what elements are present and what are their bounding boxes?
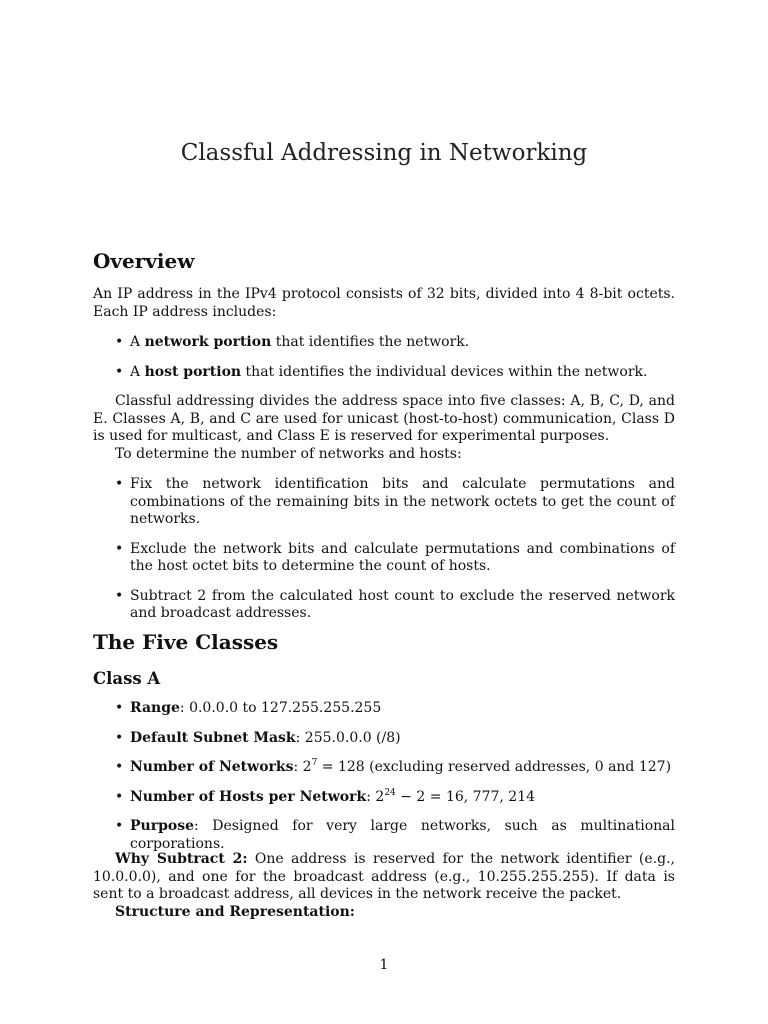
list-item: • Number of Hosts per Network: $2^{24} - 2 = 16$, 777, 214 <box>115 787 536 805</box>
page-title: Classful Addressing in Networking <box>180 140 588 166</box>
bullet-icon: • <box>115 363 124 380</box>
class-a-heading: Class A <box>93 669 161 688</box>
class-a-list <box>93 700 675 853</box>
bullet-icon: • <box>115 759 124 775</box>
overview-heading: Overview <box>93 249 195 273</box>
list-item: • Number of Networks: $2^7 = 128$ (excluding reserved addresses, 0 and 127) <box>115 758 672 775</box>
bullet-icon: • <box>115 818 124 834</box>
list-item: • A host portion that identifies the individual devices within the network. <box>115 363 648 380</box>
bullet-icon: • <box>115 788 124 805</box>
determine-intro: To determine the number of networks and hosts: <box>115 446 462 462</box>
list-item: • Range: 0.0.0.0 to 127.255.255.255 <box>115 700 382 716</box>
portions-list <box>93 334 675 381</box>
list-item: • Exclude the network bits and calculate permutations and combinations of the host octet bits to determine the count of hosts. <box>115 540 675 574</box>
structure-label: Structure and Representation: <box>115 904 355 920</box>
overview-intro: An IP address in the IPv4 protocol consists of 32 bits, divided into 4 8-bit octets. Each IP address includes: <box>93 286 675 320</box>
classes-paragraph: Classful addressing divides the address space into five classes: A, B, C, D, and E. Classes A, B, and C are used for unicast (host-to-host) communication, Class D is used for multicast, and Class E is reserved for experimental purposes. <box>93 393 675 444</box>
bullet-icon: • <box>115 476 124 492</box>
bullet-icon: • <box>115 700 124 716</box>
bullet-icon: • <box>115 729 124 746</box>
bullet-icon: • <box>115 334 124 350</box>
list-item: • A network portion that identifies the network. <box>115 334 470 350</box>
five-classes-heading: The Five Classes <box>93 630 279 654</box>
why-subtract-paragraph: Why Subtract 2: One address is reserved for the network identifier (e.g., 10.0.0.0), and one for the broadcast address (e.g., 10.255.255.255). If data is sent to a broadcast address, all devices in the network receive the packet. <box>93 851 675 902</box>
steps-list <box>93 476 675 623</box>
list-item: • Fix the network identification bits and calculate permutations and combinations of the remaining bits in the network octets to get the count of networks. <box>115 476 675 527</box>
page-number: 1 <box>379 957 389 973</box>
list-item: • Purpose: Designed for very large networks, such as multinational corporations. <box>115 818 675 852</box>
bullet-icon: • <box>115 587 124 604</box>
list-item: • Default Subnet Mask: 255.0.0.0 (/8) <box>115 729 401 746</box>
list-item: • Subtract 2 from the calculated host count to exclude the reserved network and broadcast addresses. <box>115 587 675 621</box>
bullet-icon: • <box>115 540 124 557</box>
